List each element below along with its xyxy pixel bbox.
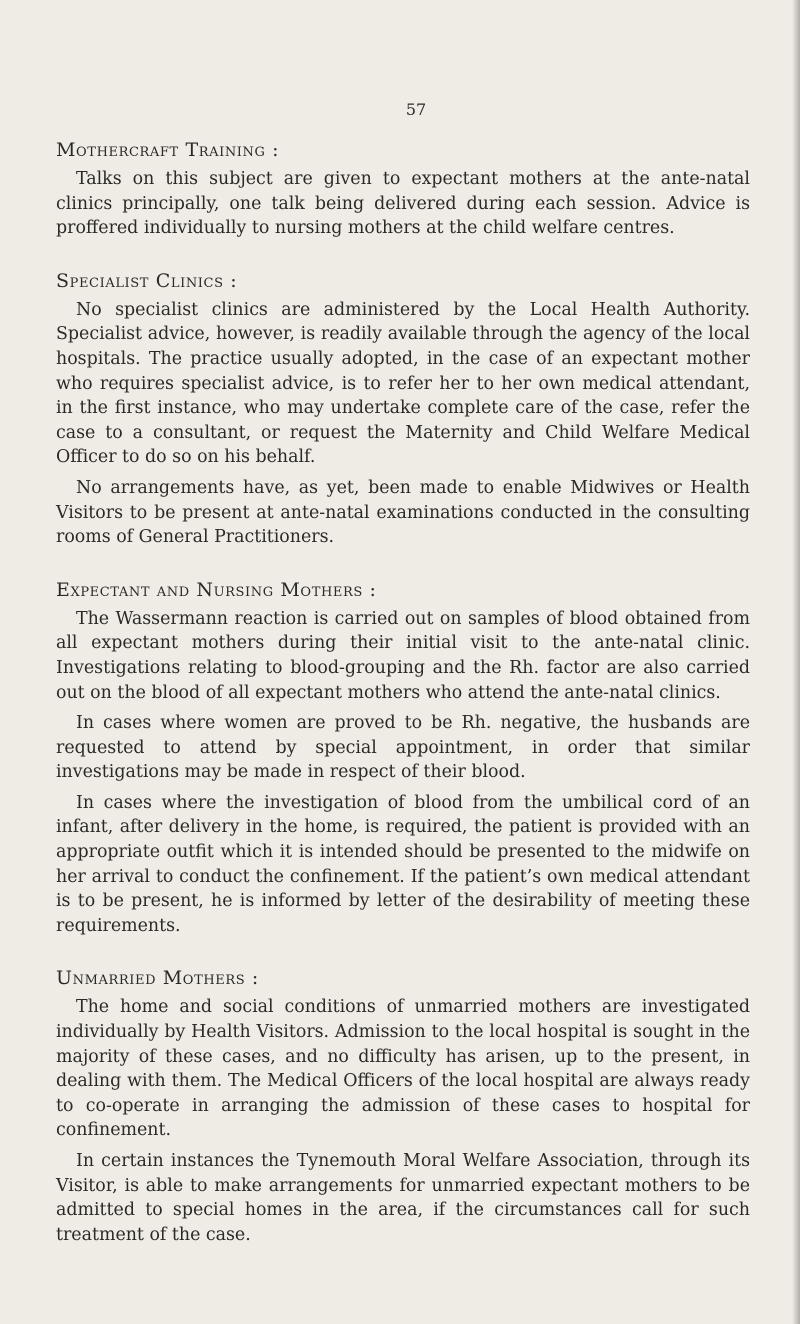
paragraph: Talks on this subject are given to expectant mothers at the ante-natal clinics principally, one talk being delivered during each session. Advice is proffered individually to nursing mothers at the child welfare centres. xyxy=(56,169,750,239)
section-heading: Mothercraft Training : xyxy=(56,139,280,161)
paragraph: In cases where women are proved to be Rh. negative, the husbands are requested to attend by special appointment, in order that similar investigations may be made in respect of their blood. xyxy=(56,713,750,783)
paragraph: No specialist clinics are administered by the Local Health Authority. Specialist advice, however, is readily available through the agency of the local hospitals. The practice usually adopted, in the case of an expectant mother who requires specialist advice, is to refer her to her own medical attendant, in the first instance, who may undertake complete care of the case, refer the case to a consultant, or request the Maternity and Child Welfare Medical Officer to do so on his behalf. xyxy=(56,299,750,468)
page-number: 57 xyxy=(405,100,427,119)
section-heading: Specialist Clinics : xyxy=(56,269,238,292)
paragraph: The Wassermann reaction is carried out on samples of blood obtained from all expectant mothers during their initial visit to the ante-natal clinic. Investigations relating to blood-grouping and the Rh. factor are also carried out on the blood of all expectant mothers who attend the ante-natal clinics. xyxy=(56,608,750,703)
paragraph: In certain instances the Tynemouth Moral Welfare Association, through its Visitor, is able to make arrangements for unmarried expectant mothers to be admitted to special homes in the area, if the circumstances call for such treatment of the case. xyxy=(56,1151,750,1245)
section-heading: Expectant and Nursing Mothers : xyxy=(56,578,377,601)
section-expectant-and-nursing-mothers xyxy=(56,579,750,939)
paragraph: No arrangements have, as yet, been made to enable Midwives or Health Visitors to be present at ante-natal examinations conducted in the consulting rooms of General Practitioners. xyxy=(56,477,750,548)
section-mothercraft-training xyxy=(56,139,750,241)
paragraph: In cases where the investigation of blood from the umbilical cord of an infant, after delivery in the home, is required, the patient is provided with an appropriate outfit which it is intended should be presented to the midwife on her arrival to conduct the confinement. If the patient’s own medical attendant is to be present, he is informed by letter of the desirability of meeting these requirements. xyxy=(56,792,750,936)
section-specialist-clinics xyxy=(56,270,750,550)
section-heading: Unmarried Mothers : xyxy=(56,967,259,990)
document-page xyxy=(56,100,750,1253)
section-unmarried-mothers xyxy=(56,967,750,1247)
page-edge-shadow xyxy=(792,0,800,1324)
paragraph: The home and social conditions of unmarried mothers are investigated individually by Health Visitors. Admission to the local hospital is sought in the majority of these cases, and no difficulty has arisen, up to the present, in dealing with them. The Medical Officers of the local hospital are always ready to co-operate in arranging the admission of these cases to hospital for confinement. xyxy=(56,997,750,1141)
